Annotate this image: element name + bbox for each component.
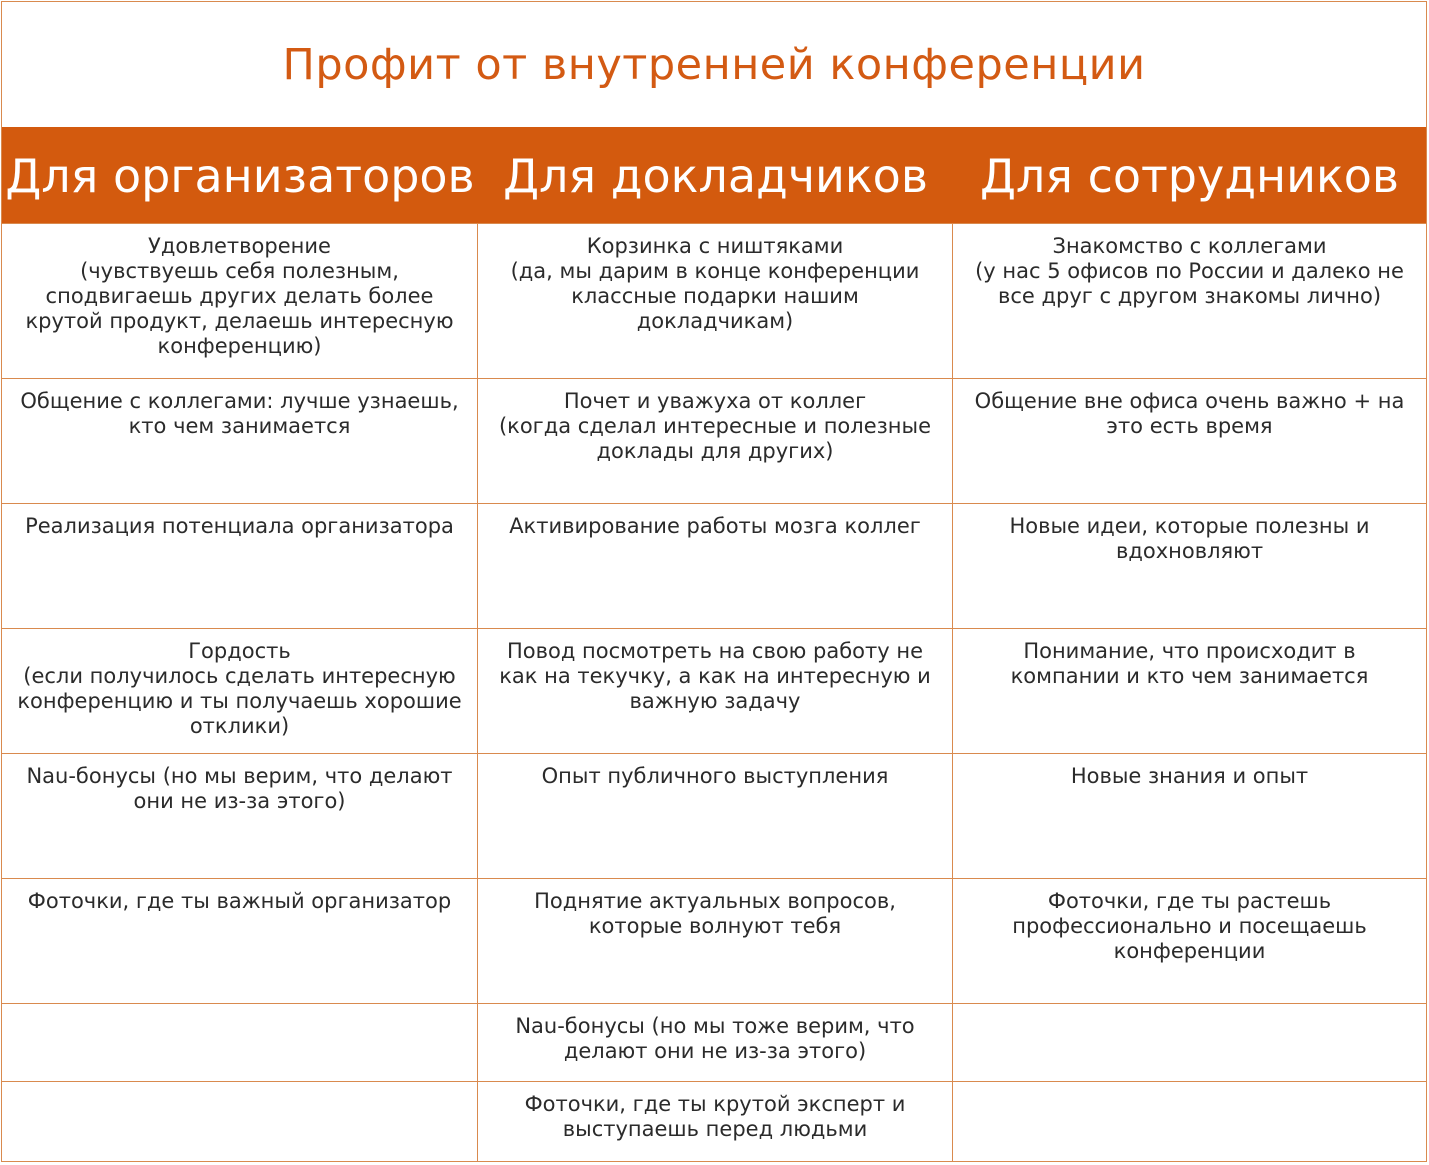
table-cell-employees-empty (953, 1004, 1426, 1081)
table-cell-organizers-empty (2, 1004, 478, 1081)
cell-text: (да, мы дарим в конце конференции (510, 259, 920, 283)
table-cell-speakers (478, 879, 953, 1003)
cell-text: Новые идеи, которые полезны и (1009, 514, 1370, 538)
cell-text: они не из-за этого) (133, 789, 346, 813)
table-cell-speakers (478, 629, 953, 753)
cell-text: Активирование работы мозга коллег (509, 514, 921, 538)
table-cell-organizers (2, 879, 478, 1003)
profit-table (1, 1, 1427, 1162)
table-row (2, 1081, 1426, 1162)
table-row (2, 753, 1426, 878)
cell-text: профессионально и посещаешь (1012, 914, 1367, 938)
cell-text: (у нас 5 офисов по России и далеко не (975, 259, 1404, 283)
cell-text: доклады для других) (596, 439, 834, 463)
table-cell-speakers (478, 379, 953, 503)
table-cell-speakers (478, 224, 953, 378)
table-cell-organizers-empty (2, 1082, 478, 1162)
cell-text: Фоточки, где ты крутой эксперт и (524, 1092, 906, 1116)
table-cell-speakers (478, 504, 953, 628)
cell-text: Реализация потенциала организатора (25, 514, 454, 538)
cell-text: которые волнуют тебя (588, 914, 842, 938)
page-title: Профит от внутренней конференции (282, 39, 1146, 90)
cell-text: Фоточки, где ты важный организатор (27, 889, 452, 913)
cell-text: Корзинка с ништяками (586, 234, 844, 258)
cell-text: Гордость (188, 639, 291, 663)
table-cell-employees (953, 504, 1426, 628)
cell-text: крутой продукт, делаешь интересную (25, 309, 454, 333)
cell-text: конференции (1113, 939, 1266, 963)
cell-text: докладчикам) (636, 309, 794, 333)
table-cell-speakers (478, 754, 953, 878)
cell-text: это есть время (1106, 414, 1273, 438)
cell-text: делают они не из-за этого) (563, 1039, 867, 1063)
cell-text: Опыт публичного выступления (541, 764, 889, 788)
cell-text: (если получилось сделать интересную (23, 664, 456, 688)
cell-text: классные подарки нашим (571, 284, 859, 308)
table-cell-organizers (2, 504, 478, 628)
table-cell-organizers (2, 379, 478, 503)
cell-text: кто чем занимается (128, 414, 351, 438)
table-cell-organizers (2, 224, 478, 378)
cell-text: Общение с коллегами: лучше узнаешь, (20, 389, 459, 413)
table-cell-employees (953, 379, 1426, 503)
table-row (2, 628, 1426, 753)
cell-text: Повод посмотреть на свою работу не (506, 639, 924, 663)
cell-text: Удовлетворение (148, 234, 331, 258)
cell-text: Понимание, что происходит в (1023, 639, 1356, 663)
cell-text: Поднятие актуальных вопросов, (534, 889, 896, 913)
table-cell-employees-empty (953, 1082, 1426, 1162)
table-header (2, 127, 1426, 224)
cell-text: отклики) (189, 714, 290, 738)
table-row (2, 378, 1426, 503)
cell-text: (чувствуешь себя полезным, (80, 259, 399, 283)
table-cell-employees (953, 754, 1426, 878)
cell-text: Общение вне офиса очень важно + на (974, 389, 1405, 413)
cell-text: все друг с другом знакомы лично) (997, 284, 1382, 308)
column-header-employees: Для сотрудников (979, 148, 1400, 203)
table-cell-employees (953, 879, 1426, 1003)
cell-text: (когда сделал интересные и полезные (498, 414, 932, 438)
table-cell-employees (953, 224, 1426, 378)
cell-text: Новые знания и опыт (1070, 764, 1309, 788)
cell-text: вдохновляют (1115, 539, 1264, 563)
cell-text: важную задачу (629, 689, 801, 713)
table-row (2, 223, 1426, 378)
cell-text: как на текучку, а как на интересную и (499, 664, 931, 688)
table-cell-organizers (2, 629, 478, 753)
table-row (2, 878, 1426, 1003)
cell-text: конференцию и ты получаешь хорошие (17, 689, 462, 713)
cell-text: Nau-бонусы (но мы верим, что делают (26, 764, 453, 788)
cell-text: конференцию) (157, 334, 322, 358)
table-row (2, 503, 1426, 628)
table-cell-speakers (478, 1082, 953, 1162)
table-cell-organizers (2, 754, 478, 878)
cell-text: Фоточки, где ты растешь (1047, 889, 1332, 913)
cell-text: Знакомство с коллегами (1052, 234, 1327, 258)
table-row (2, 1003, 1426, 1081)
column-header-speakers: Для докладчиков (503, 148, 928, 203)
table-cell-employees (953, 629, 1426, 753)
cell-text: Nau-бонусы (но мы тоже верим, что (515, 1014, 915, 1038)
cell-text: Почет и уважуха от коллег (563, 389, 867, 413)
cell-text: сподвигаешь других делать более (45, 284, 434, 308)
cell-text: компании и кто чем занимается (1010, 664, 1369, 688)
cell-text: выступаешь перед людьми (562, 1117, 868, 1141)
column-header-organizers: Для организаторов (5, 148, 475, 203)
table-cell-speakers (478, 1004, 953, 1081)
